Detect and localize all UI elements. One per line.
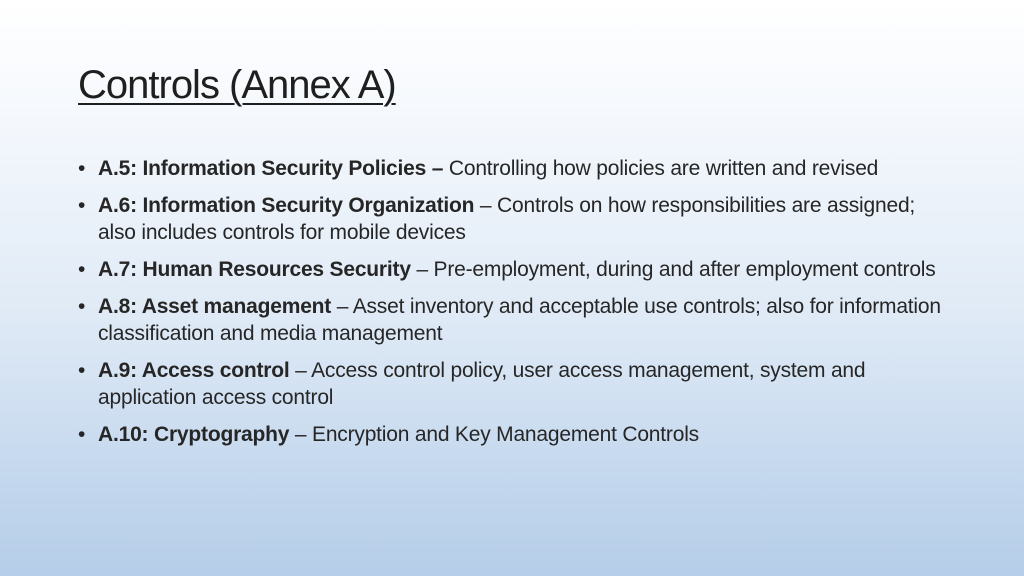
bullet-term: A.6: Information Security Organization [98,194,475,217]
bullet-list [78,155,958,458]
bullet-item-a6 [78,192,958,246]
bullet-dot-icon: • [78,423,86,446]
bullet-dot-icon: • [78,359,86,382]
bullet-description: – Access control policy, user access management, system and application access control [98,359,866,409]
bullet-item-a10 [78,421,958,448]
bullet-description: – Controls on how responsibilities are assigned; also includes controls for mobile devices [98,194,916,244]
bullet-dot-icon: • [78,157,86,180]
bullet-description: – Pre-employment, during and after employment controls [410,258,936,281]
bullet-term: A.7: Human Resources Security [98,258,411,281]
bullet-description: – Asset inventory and acceptable use controls; also for information classification and media management [98,295,941,345]
bullet-term: A.10: Cryptography [98,423,290,446]
bullet-item-a9 [78,357,958,411]
bullet-item-a8 [78,293,958,347]
bullet-item-a7 [78,256,958,283]
bullet-description: Controlling how policies are written and revised [443,157,879,180]
bullet-description: – Encryption and Key Management Controls [289,423,699,446]
bullet-term: A.8: Asset management [98,295,332,318]
bullet-dot-icon: • [78,295,86,318]
bullet-term: A.9: Access control [98,359,290,382]
bullet-dot-icon: • [78,194,86,217]
bullet-dot-icon: • [78,258,86,281]
bullet-term: A.5: Information Security Policies – [98,157,444,180]
bullet-item-a5 [78,155,958,182]
slide-title: Controls (Annex A) [78,63,396,107]
